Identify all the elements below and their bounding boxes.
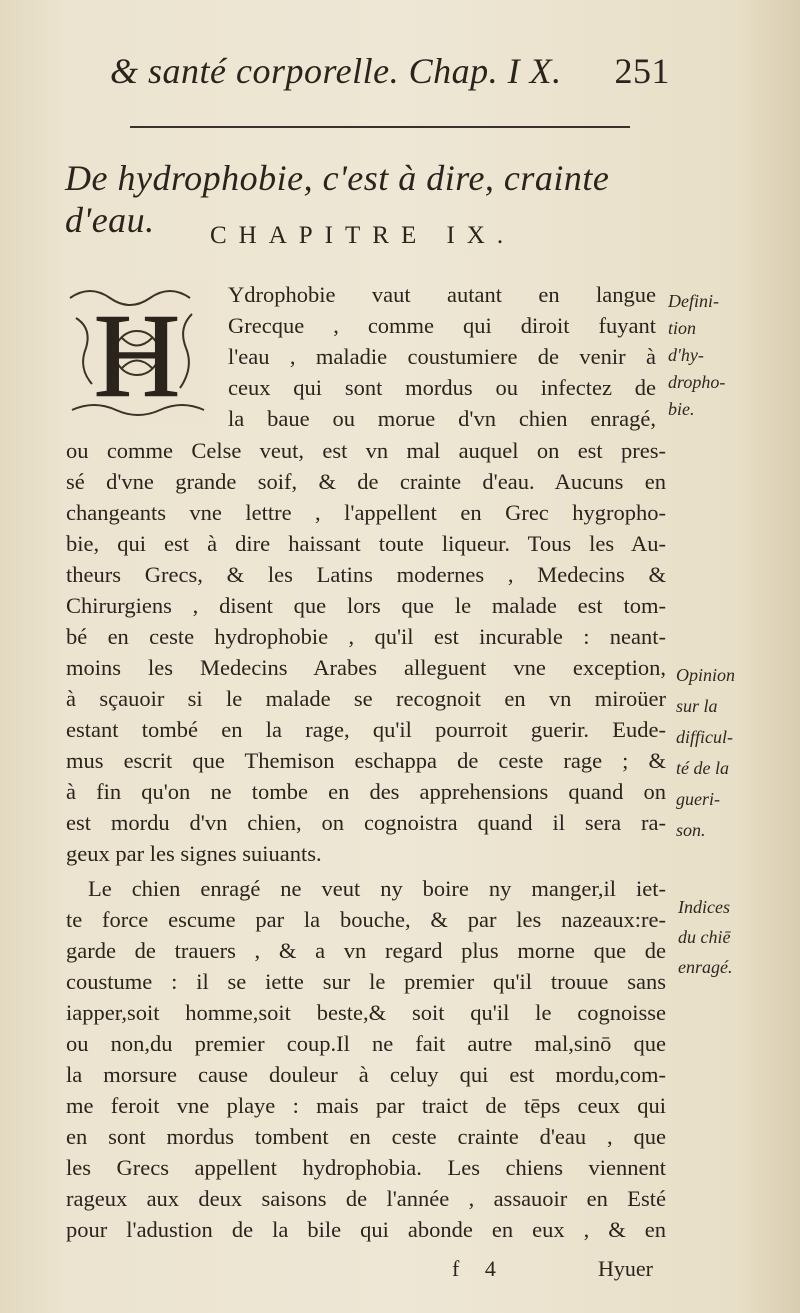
decorated-initial <box>62 278 212 428</box>
text-line: Le chien enragé ne veut ny boire ny manger,il iet- <box>88 876 666 901</box>
margin-note-line: Defini- <box>668 291 719 311</box>
page-number: 251 <box>614 51 670 91</box>
margin-note-line: tion <box>668 318 697 338</box>
header-rule <box>130 126 630 128</box>
margin-note-line: Opinion <box>676 665 736 685</box>
text-line: estant tombé en la rage, qu'il pourroit guerir. Eude- <box>66 717 666 742</box>
margin-note-line: enragé. <box>678 957 733 977</box>
text-line: changeants vne lettre , l'appellent en Grec hygropho- <box>66 500 666 525</box>
text-line: la baue ou morue d'vn chien enragé, <box>228 406 656 431</box>
text-line: ou comme Celse veut, est vn mal auquel on est pres- <box>66 438 666 463</box>
running-head <box>110 50 690 92</box>
text-line: rageux aux deux saisons de l'année , assauoir en Esté <box>66 1186 666 1211</box>
text-line: à fin qu'on ne tombe en des apprehensions quand on <box>66 779 666 804</box>
text-line: geux par les signes suiuants. <box>66 841 322 866</box>
margin-note-line: son. <box>676 820 706 840</box>
text-line: Grecque , comme qui diroit fuyant <box>228 313 656 338</box>
text-line: la morsure cause douleur à celuy qui est mordu,com- <box>66 1062 666 1087</box>
text-line: moins les Medecins Arabes alleguent vne exception, <box>66 655 666 680</box>
text-line: theurs Grecs, & les Latins modernes , Medecins & <box>66 562 666 587</box>
text-line: Ydrophobie vaut autant en langue <box>228 282 656 307</box>
margin-note-line: Indices <box>678 897 730 917</box>
text-line: iapper,soit homme,soit beste,& soit qu'il le cognoisse <box>66 1000 666 1025</box>
chapter-title: De hydrophobie, c'est à dire, crainte d'eau. <box>65 158 610 240</box>
text-line: mus escrit que Themison eschappa de ceste rage ; & <box>66 748 666 773</box>
text-line: bé en ceste hydrophobie , qu'il est incurable : neant- <box>66 624 666 649</box>
text-line: garde de trauers , & a vn regard plus morne que de <box>66 938 666 963</box>
initial-letter: H <box>93 289 181 422</box>
chapter-heading: CHAPITRE IX. <box>210 222 516 249</box>
signature-mark: f 4 <box>452 1256 506 1281</box>
text-line: les Grecs appellent hydrophobia. Les chiens viennent <box>66 1155 666 1180</box>
text-line: est mordu d'vn chien, on cognoistra quand il sera ra- <box>66 810 666 835</box>
catchword: Hyuer <box>598 1256 653 1281</box>
text-line: ou non,du premier coup.Il ne fait autre mal,sinō que <box>66 1031 666 1056</box>
text-line: coustume : il se iette sur le premier qu'il trouue sans <box>66 969 666 994</box>
margin-note-line: difficul- <box>676 727 733 747</box>
text-line: en sont mordus tombent en ceste crainte d'eau , que <box>66 1124 666 1149</box>
text-line: ceux qui sont mordus ou infectez de <box>228 375 656 400</box>
text-line: sé d'vne grande soif, & de crainte d'eau. Aucuns en <box>66 469 666 494</box>
margin-note-opinion <box>676 660 735 846</box>
margin-note-line: sur la <box>676 696 718 716</box>
margin-note-line: dropho- <box>668 372 726 392</box>
ornament-initial-icon <box>62 278 212 428</box>
margin-note-definition <box>668 288 725 423</box>
margin-note-line: d'hy- <box>668 345 704 365</box>
text-line: pour l'adustion de la bile qui abonde en eux , & en <box>66 1217 666 1242</box>
text-line: l'eau , maladie coustumiere de venir à <box>228 344 656 369</box>
margin-note-line: té de la <box>676 758 729 778</box>
text-line: à sçauoir si le malade se recognoit en vn miroüer <box>66 686 666 711</box>
margin-note-line: bie. <box>668 399 695 419</box>
text-line: bie, qui est à dire haissant toute liqueur. Tous les Au- <box>66 531 666 556</box>
margin-note-indices <box>678 892 732 982</box>
text-line: me feroit vne playe : mais par traict de tēps ceux qui <box>66 1093 666 1118</box>
running-title: & santé corporelle. Chap. I X. <box>110 51 562 91</box>
text-line: Chirurgiens , disent que lors que le malade est tom- <box>66 593 666 618</box>
margin-note-line: gueri- <box>676 789 720 809</box>
text-line: te force escume par la bouche, & par les nazeaux:re- <box>66 907 666 932</box>
margin-note-line: du chiē <box>678 927 731 947</box>
